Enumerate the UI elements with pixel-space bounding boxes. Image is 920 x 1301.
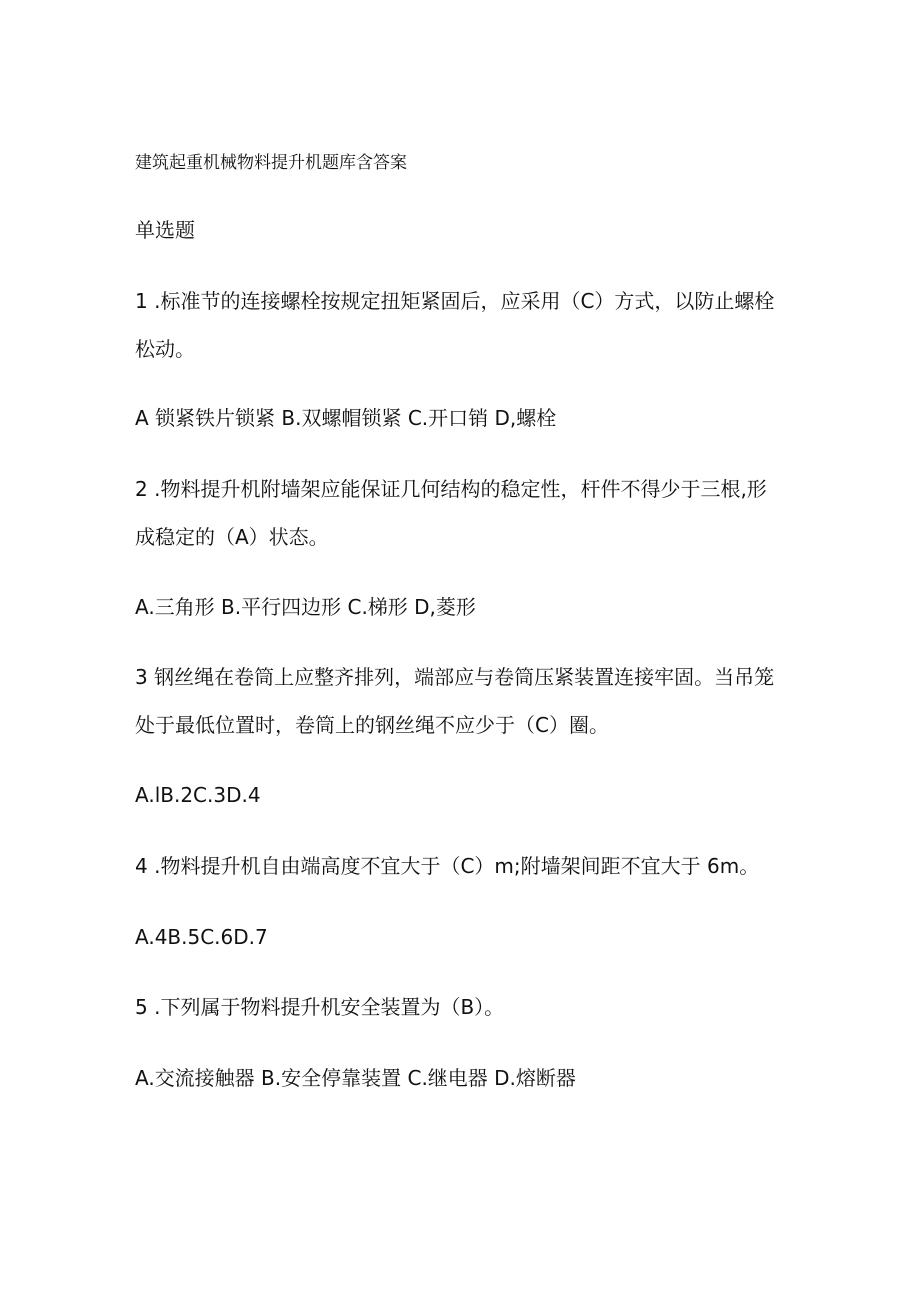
question-4-options: A.4B.5C.6D.7 <box>135 925 268 949</box>
question-3-line-2: 处于最低位置时，卷筒上的钢丝绳不应少于（C）圈。 <box>135 713 609 737</box>
question-2-line-1: 2 .物料提升机附墙架应能保证几何结构的稳定性，杆件不得少于三根,形 <box>135 477 767 501</box>
question-1-options: A 锁紧铁片锁紧 B.双螺帽锁紧 C.开口销 D,螺栓 <box>135 406 557 430</box>
question-2-line-2: 成稳定的（A）状态。 <box>135 525 329 549</box>
question-4-line-1: 4 .物料提升机自由端高度不宜大于（C）m;附墙架间距不宜大于 6m。 <box>135 854 760 878</box>
question-5-line-1: 5 .下列属于物料提升机安全装置为（B）。 <box>135 995 505 1019</box>
section-heading: 单选题 <box>135 218 195 242</box>
question-1-line-1: 1 .标准节的连接螺栓按规定扭矩紧固后，应采用（C）方式，以防止螺栓 <box>135 289 775 313</box>
question-3-options: A.lB.2C.3D.4 <box>135 783 261 807</box>
document-title: 建筑起重机械物料提升机题库含答案 <box>135 153 407 173</box>
question-3-line-1: 3 钢丝绳在卷筒上应整齐排列，端部应与卷筒压紧装置连接牢固。当吊笼 <box>135 665 775 689</box>
question-1-line-2: 松动。 <box>135 337 195 361</box>
question-5-options: A.交流接触器 B.安全停靠装置 C.继电器 D.熔断器 <box>135 1066 576 1090</box>
question-2-options: A.三角形 B.平行四边形 C.梯形 D,菱形 <box>135 595 476 619</box>
